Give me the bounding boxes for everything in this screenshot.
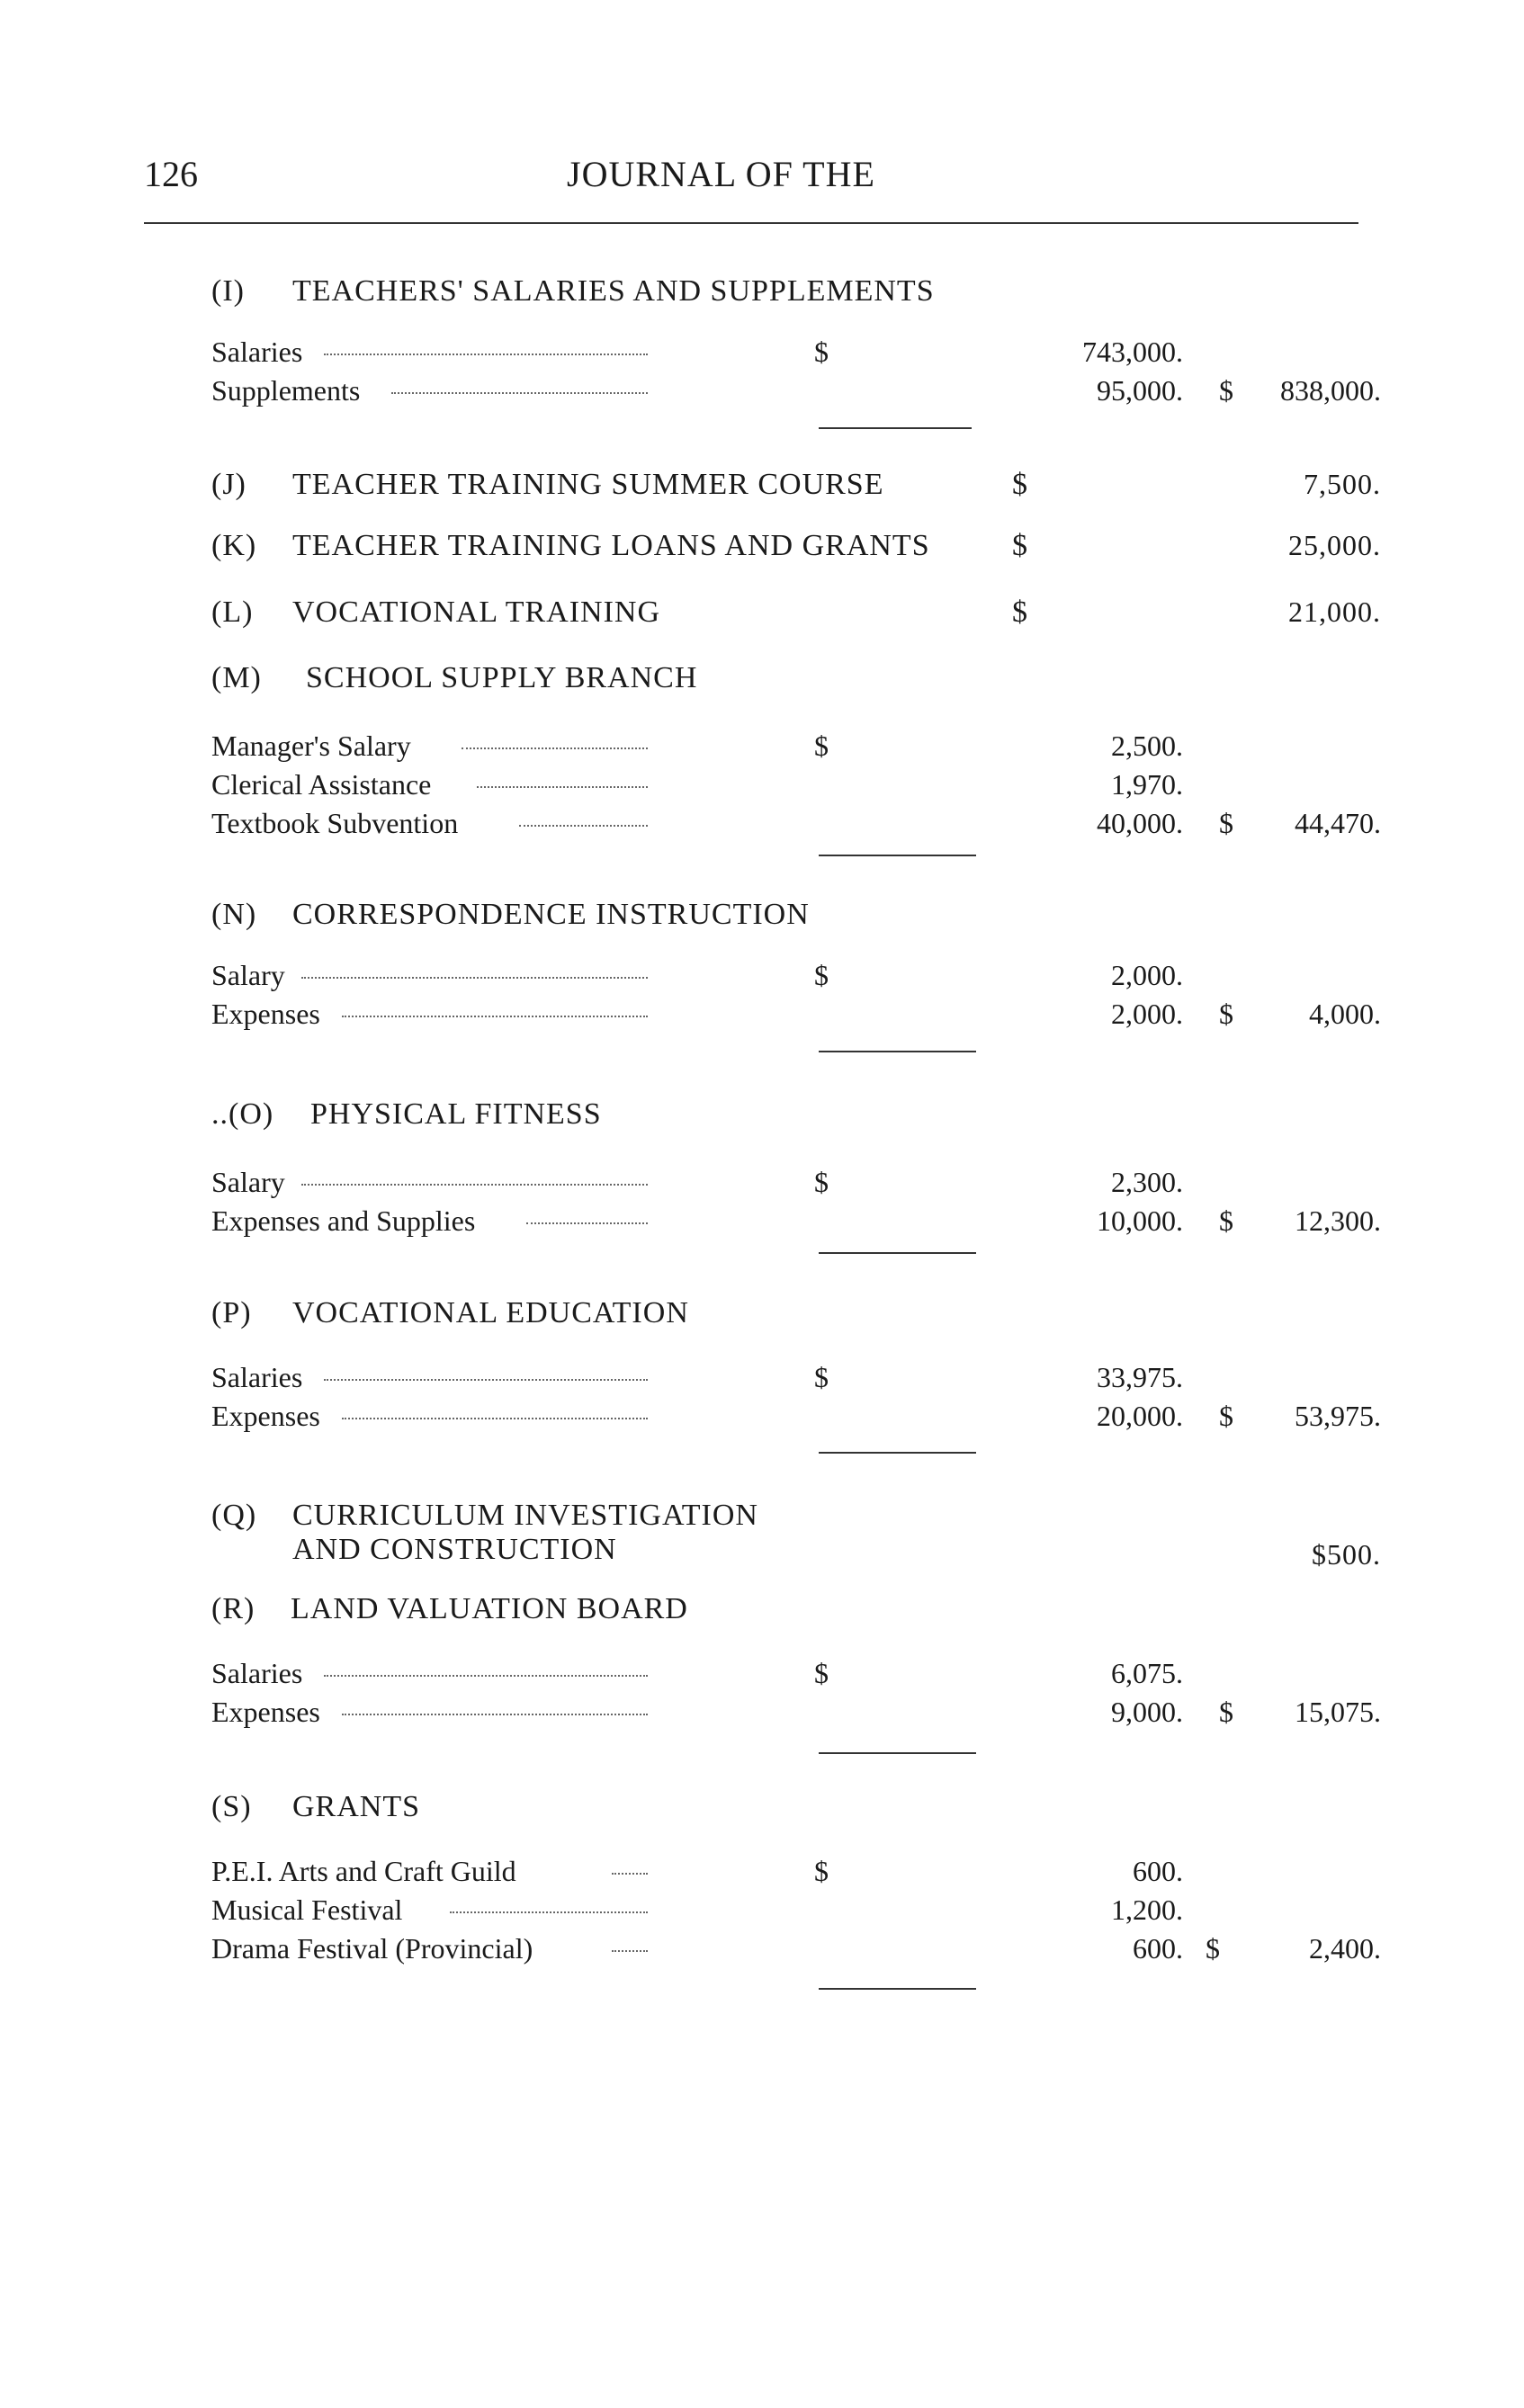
section-title (211, 661, 1246, 701)
amount: 1,200. (1111, 1893, 1183, 1926)
amount: 2,000. (1111, 998, 1183, 1030)
leader-dots (526, 1221, 648, 1224)
section-title (211, 595, 1381, 635)
section-heading: VOCATIONAL EDUCATION (292, 1296, 689, 1329)
amount: 2,500. (1111, 730, 1183, 762)
line-item (211, 730, 1246, 768)
total-amount: 2,400. (1309, 1932, 1381, 1965)
amount: 9,000. (1111, 1696, 1183, 1728)
dollar-sign: $ (1219, 998, 1233, 1030)
section-l (211, 595, 1381, 635)
total-amount: $500. (1312, 1538, 1381, 1571)
line-label: Expenses (211, 1696, 320, 1728)
leader-dots (342, 1416, 648, 1419)
section-m (211, 661, 1381, 846)
section-title (211, 1790, 1246, 1830)
leader-dots (342, 1014, 648, 1017)
amount: 600. (1133, 1932, 1183, 1965)
line-label: Salary (211, 1166, 285, 1198)
total-amount: 25,000. (1288, 529, 1381, 561)
section-heading: CORRESPONDENCE INSTRUCTION (292, 898, 810, 931)
total-amount: 44,470. (1295, 807, 1381, 839)
line-item (211, 998, 1381, 1036)
leader-dots (462, 746, 648, 749)
amount: 40,000. (1097, 807, 1183, 839)
dollar-sign: $ (1012, 595, 1028, 629)
total-amount: 4,000. (1309, 998, 1381, 1030)
dollar-sign: $ (1012, 529, 1028, 562)
leader-dots (612, 1948, 648, 1952)
section-s (211, 1790, 1381, 1971)
line-item (211, 807, 1381, 846)
line-label: Salaries (211, 1361, 303, 1393)
section-heading: TEACHER TRAINING LOANS AND GRANTS (292, 529, 930, 562)
section-heading: CURRICULUM INVESTIGATION (292, 1499, 758, 1532)
leader-dots (519, 823, 648, 827)
section-title (211, 1296, 1246, 1336)
section-letter: (K) (211, 529, 257, 562)
total-amount: 12,300. (1295, 1204, 1381, 1237)
dollar-sign: $ (814, 1361, 829, 1393)
dollar-sign: $ (1219, 807, 1233, 839)
leader-dots (391, 390, 648, 394)
section-letter: (N) (211, 898, 257, 931)
section-letter: (L) (211, 595, 254, 629)
line-item (211, 336, 1246, 374)
line-label: Expenses (211, 998, 320, 1030)
section-heading: LAND VALUATION BOARD (291, 1592, 688, 1625)
section-q (211, 1499, 1381, 1578)
section-letter: (J) (211, 468, 247, 501)
line-label: Manager's Salary (211, 730, 411, 762)
line-label: Musical Festival (211, 1893, 403, 1926)
section-letter: (M) (211, 661, 262, 694)
running-head: JOURNAL OF THE (567, 154, 875, 194)
section-p (211, 1296, 1381, 1438)
section-heading: PHYSICAL FITNESS (310, 1097, 602, 1131)
line-item (211, 1932, 1381, 1971)
sum-rule (819, 1452, 976, 1454)
section-n (211, 898, 1381, 1036)
header-rule (144, 222, 1358, 224)
leader-dots (324, 1377, 648, 1381)
line-label: Textbook Subvention (211, 807, 459, 839)
dollar-sign: $ (814, 1657, 829, 1689)
line-label: Supplements (211, 374, 361, 407)
section-title (211, 898, 1246, 937)
total-amount: 53,975. (1295, 1400, 1381, 1432)
line-item (211, 1855, 1246, 1893)
line-item (211, 374, 1381, 413)
dollar-sign: $ (1219, 374, 1233, 407)
dollar-sign: $ (814, 730, 829, 762)
section-k (211, 529, 1381, 568)
leader-dots (612, 1871, 648, 1875)
section-letter: (I) (211, 274, 245, 308)
line-label: Drama Festival (Provincial) (211, 1932, 533, 1965)
dollar-sign: $ (814, 1855, 829, 1887)
section-heading: TEACHER TRAINING SUMMER COURSE (292, 468, 884, 501)
dollar-sign: $ (814, 336, 829, 368)
line-item (211, 1696, 1381, 1734)
section-heading: SCHOOL SUPPLY BRANCH (306, 661, 698, 694)
total-amount: 7,500. (1304, 468, 1381, 500)
leader-dots (301, 1182, 648, 1186)
sum-rule (819, 427, 972, 429)
line-item (211, 1657, 1246, 1696)
section-letter: (S) (211, 1790, 252, 1823)
section-letter: (R) (211, 1592, 255, 1625)
dollar-sign: $ (814, 1166, 829, 1198)
sum-rule (819, 1252, 976, 1254)
total-amount: 21,000. (1288, 595, 1381, 628)
dollar-sign: $ (1206, 1932, 1220, 1965)
leader-dots (301, 975, 648, 979)
line-label: Salary (211, 959, 285, 991)
section-o (211, 1097, 1381, 1243)
section-title (211, 468, 1381, 507)
sum-rule (819, 1752, 976, 1754)
section-title (211, 1499, 1381, 1578)
amount: 743,000. (1082, 336, 1183, 368)
line-label: P.E.I. Arts and Craft Guild (211, 1855, 516, 1887)
section-title (211, 274, 1246, 314)
section-heading-line-2: AND CONSTRUCTION (292, 1533, 617, 1566)
line-label: Expenses and Supplies (211, 1204, 476, 1237)
line-item (211, 1166, 1246, 1204)
page-header (144, 153, 1358, 207)
section-title (211, 529, 1381, 568)
section-title (211, 1592, 1246, 1632)
sum-rule (819, 1988, 976, 1990)
amount: 10,000. (1097, 1204, 1183, 1237)
section-j (211, 468, 1381, 507)
leader-dots (342, 1712, 648, 1715)
section-title (211, 1097, 1246, 1137)
dollar-sign: $ (814, 959, 829, 991)
page-number: 126 (144, 154, 198, 194)
line-item (211, 959, 1246, 998)
section-heading: GRANTS (292, 1790, 421, 1823)
section-letter: ..(O) (211, 1097, 274, 1131)
amount: 1,970. (1111, 768, 1183, 801)
total-amount: 15,075. (1295, 1696, 1381, 1728)
amount: 33,975. (1097, 1361, 1183, 1393)
dollar-sign: $ (1219, 1696, 1233, 1728)
line-label: Salaries (211, 1657, 303, 1689)
line-item (211, 1893, 1246, 1932)
section-i (211, 274, 1381, 413)
leader-dots (324, 1673, 648, 1677)
section-letter: (Q) (211, 1499, 257, 1532)
section-letter: (P) (211, 1296, 252, 1329)
amount: 6,075. (1111, 1657, 1183, 1689)
amount: 95,000. (1097, 374, 1183, 407)
line-item (211, 768, 1246, 807)
amount: 2,000. (1111, 959, 1183, 991)
line-label: Clerical Assistance (211, 768, 432, 801)
dollar-sign: $ (1012, 468, 1028, 501)
leader-dots (450, 1910, 648, 1913)
amount: 600. (1133, 1855, 1183, 1887)
section-heading: TEACHERS' SALARIES AND SUPPLEMENTS (292, 274, 935, 308)
dollar-sign: $ (1219, 1400, 1233, 1432)
section-heading: VOCATIONAL TRAINING (292, 595, 661, 629)
amount: 2,300. (1111, 1166, 1183, 1198)
line-item (211, 1204, 1381, 1243)
line-item (211, 1361, 1246, 1400)
line-label: Expenses (211, 1400, 320, 1432)
line-item (211, 1400, 1381, 1438)
total-amount: 838,000. (1280, 374, 1381, 407)
section-r (211, 1592, 1381, 1734)
sum-rule (819, 1051, 976, 1052)
leader-dots (477, 784, 648, 788)
line-label: Salaries (211, 336, 303, 368)
sum-rule (819, 855, 976, 856)
leader-dots (324, 352, 648, 355)
amount: 20,000. (1097, 1400, 1183, 1432)
dollar-sign: $ (1219, 1204, 1233, 1237)
